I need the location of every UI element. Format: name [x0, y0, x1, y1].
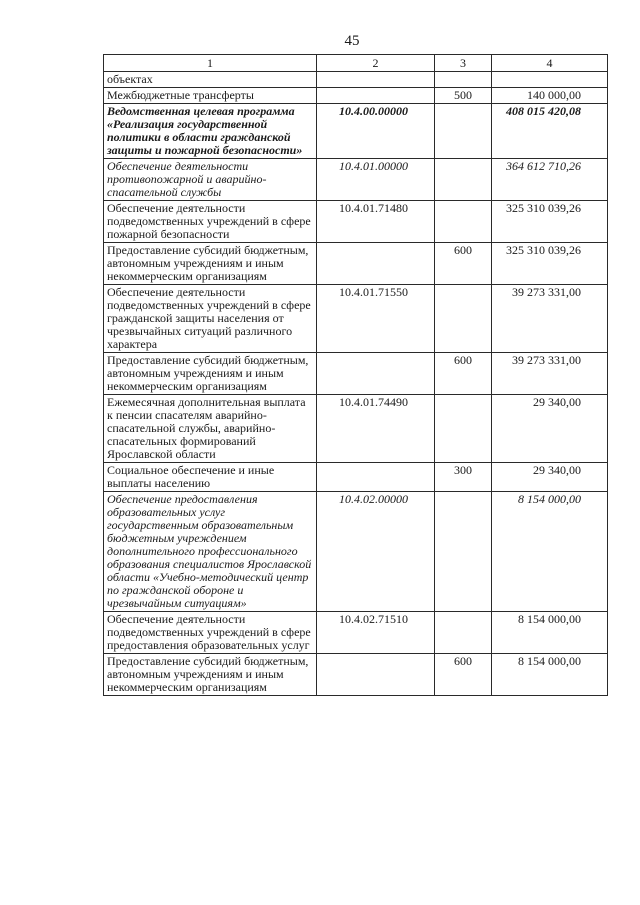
row-type-cell: 300	[435, 463, 492, 492]
row-name-cell: Межбюджетные трансферты	[104, 88, 317, 104]
row-amount-cell: 325 310 039,26	[492, 243, 608, 285]
table-row	[104, 654, 608, 696]
page-number: 45	[344, 33, 360, 49]
row-code-cell	[317, 463, 435, 492]
row-name-cell: Обеспечение деятельности подведомственных учреждений в сфере предоставления образовательных услуг	[104, 612, 317, 654]
row-name-cell: Предоставление субсидий бюджетным, автономным учреждениям и иным некоммерческим организациям	[104, 654, 317, 696]
row-code-cell: 10.4.00.00000	[317, 104, 435, 159]
row-name-cell: Ведомственная целевая программа «Реализация государственной политики в области гражданской защиты и пожарной безопасности»	[104, 104, 317, 159]
row-amount-cell: 29 340,00	[492, 463, 608, 492]
row-amount-cell: 364 612 710,26	[492, 159, 608, 201]
header-col-4: 4	[492, 55, 608, 72]
header-col-3: 3	[435, 55, 492, 72]
row-amount-cell: 39 273 331,00	[492, 353, 608, 395]
row-amount-cell: 8 154 000,00	[492, 612, 608, 654]
table-row	[104, 285, 608, 353]
table-row	[104, 72, 608, 88]
row-amount-cell: 325 310 039,26	[492, 201, 608, 243]
table-row	[104, 159, 608, 201]
table-row	[104, 201, 608, 243]
row-name-cell: Предоставление субсидий бюджетным, автономным учреждениям и иным некоммерческим организациям	[104, 353, 317, 395]
row-code-cell: 10.4.01.71480	[317, 201, 435, 243]
table-row	[104, 463, 608, 492]
row-type-cell: 600	[435, 654, 492, 696]
row-code-cell	[317, 243, 435, 285]
row-type-cell	[435, 612, 492, 654]
row-type-cell	[435, 395, 492, 463]
row-amount-cell: 8 154 000,00	[492, 654, 608, 696]
table-header-row	[104, 55, 608, 72]
table-row	[104, 88, 608, 104]
row-code-cell	[317, 72, 435, 88]
row-code-cell: 10.4.01.00000	[317, 159, 435, 201]
budget-table	[103, 54, 608, 696]
row-name-cell: объектах	[104, 72, 317, 88]
row-amount-cell: 408 015 420,08	[492, 104, 608, 159]
row-code-cell	[317, 353, 435, 395]
row-code-cell: 10.4.01.74490	[317, 395, 435, 463]
row-amount-cell: 29 340,00	[492, 395, 608, 463]
header-col-1: 1	[104, 55, 317, 72]
table-row	[104, 612, 608, 654]
row-name-cell: Обеспечение предоставления образовательных услуг государственным образовательным бюджетным учреждением дополнительного профессионального образования специалистов Ярославской области «Учебно-методический центр по гражданской обороне и чрезвычайным ситуациям»	[104, 492, 317, 612]
row-type-cell	[435, 492, 492, 612]
row-type-cell	[435, 72, 492, 88]
row-type-cell	[435, 201, 492, 243]
budget-table-body	[104, 55, 608, 696]
row-name-cell: Обеспечение деятельности противопожарной и аварийно-спасательной службы	[104, 159, 317, 201]
row-name-cell: Ежемесячная дополнительная выплата к пенсии спасателям аварийно-спасательной службы, аварийно-спасательных формирований Ярославской области	[104, 395, 317, 463]
table-row	[104, 492, 608, 612]
row-type-cell	[435, 104, 492, 159]
table-row	[104, 104, 608, 159]
row-amount-cell	[492, 72, 608, 88]
row-type-cell	[435, 159, 492, 201]
row-name-cell: Социальное обеспечение и иные выплаты населению	[104, 463, 317, 492]
table-row	[104, 395, 608, 463]
row-amount-cell: 8 154 000,00	[492, 492, 608, 612]
row-type-cell: 600	[435, 353, 492, 395]
table-row	[104, 353, 608, 395]
row-name-cell: Предоставление субсидий бюджетным, автономным учреждениям и иным некоммерческим организациям	[104, 243, 317, 285]
table-row	[104, 243, 608, 285]
row-name-cell: Обеспечение деятельности подведомственных учреждений в сфере пожарной безопасности	[104, 201, 317, 243]
row-code-cell: 10.4.02.00000	[317, 492, 435, 612]
row-type-cell: 600	[435, 243, 492, 285]
row-type-cell	[435, 285, 492, 353]
row-code-cell: 10.4.01.71550	[317, 285, 435, 353]
row-name-cell: Обеспечение деятельности подведомственных учреждений в сфере гражданской защиты населения от чрезвычайных ситуаций различного характера	[104, 285, 317, 353]
row-amount-cell: 140 000,00	[492, 88, 608, 104]
row-type-cell: 500	[435, 88, 492, 104]
header-col-2: 2	[317, 55, 435, 72]
row-code-cell	[317, 88, 435, 104]
row-code-cell	[317, 654, 435, 696]
row-amount-cell: 39 273 331,00	[492, 285, 608, 353]
row-code-cell: 10.4.02.71510	[317, 612, 435, 654]
